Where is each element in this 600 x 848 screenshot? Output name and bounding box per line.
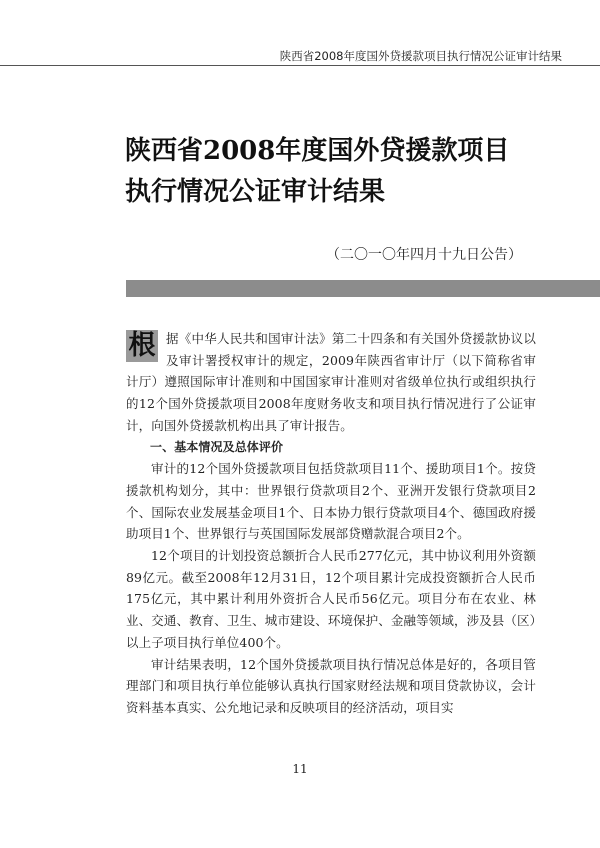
announcement-date: （二〇一〇年四月十九日公告） [326, 247, 522, 263]
page-number: 11 [292, 762, 308, 776]
paragraph-1-text: 据《中华人民共和国审计法》第二十四条和有关国外贷援款协议以及审计署授权审计的规定，2009年陕西省审计厅（以下简称省审计厅）遵照国际审计准则和中国国家审计准则对省级单位执行或组织执行的12个国外贷援款项目2008年度财务收支和项目执行情况进行了公证审计，向国外贷援款机构出具了审计报告。 [126, 331, 536, 433]
running-header: 陕西省2008年度国外贷援款项目执行情况公证审计结果 [279, 49, 562, 63]
decorative-grey-bar [126, 280, 600, 297]
paragraph-4: 审计结果表明，12个国外贷援款项目执行情况总体是好的，各项目管理部门和项目执行单位能够认真执行国家财经法规和项目贷款协议，会计资料基本真实、公允地记录和反映项目的经济活动，项目实 [126, 656, 536, 715]
title-line-1: 陕西省2008年度国外贷援款项目 [125, 136, 510, 166]
drop-cap: 根 [126, 330, 158, 362]
body-text [126, 328, 536, 719]
paragraph-1 [126, 328, 536, 437]
paragraph-2: 审计的12个国外贷援款项目包括贷款项目11个、援助项目1个。按贷援款机构划分，其中：世界银行贷款项目2个、亚洲开发银行贷款项目2个、国际农业发展基金项目1个、日本协力银行贷款项目4个、德国政府援助项目1个、世界银行与英国国际发展部贷赠款混合项目2个。 [126, 461, 536, 542]
header-divider [0, 65, 600, 66]
document-title [125, 131, 509, 213]
section-heading: 一、基本情况及总体评价 [150, 439, 284, 454]
title-line-2: 执行情况公证审计结果 [125, 177, 386, 207]
paragraph-3: 12个项目的计划投资总额折合人民币277亿元，其中协议利用外资额89亿元。截至2008年12月31日，12个项目累计完成投资额折合人民币175亿元，其中累计利用外资折合人民币56亿元。项目分布在农业、林业、交通、教育、卫生、城市建设、环境保护、金融等领域，涉及县（区）以上子项目执行单位400个。 [126, 548, 536, 650]
